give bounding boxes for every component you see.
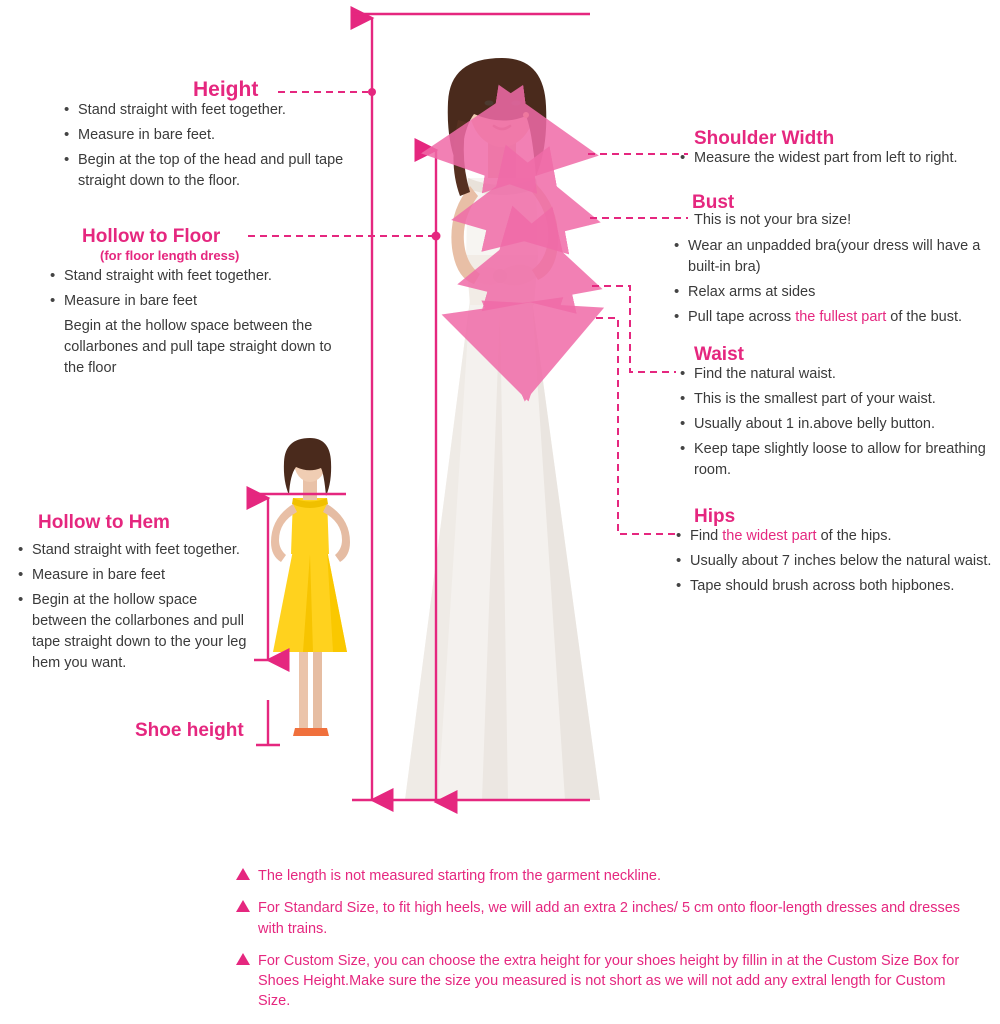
bust-rich-highlight: the fullest part [795, 309, 887, 326]
list-item: • Usually about 1 in.above belly button. [678, 414, 998, 435]
list-item: • Keep tape slightly loose to allow for breathing room. [678, 439, 998, 481]
list-item: • Stand straight with feet together. [48, 266, 348, 287]
list-item-rich [674, 526, 994, 547]
waist-list [678, 364, 998, 485]
footer-note-text: For Standard Size, to fit high heels, we will add an extra 2 inches/ 5 cm onto floor-length dresses and dresses with trains. [258, 900, 961, 937]
hollow-to-floor-subnote: (for floor length dress) [100, 248, 240, 263]
warning-triangle-icon [236, 868, 250, 880]
list-item: • Wear an unpadded bra(your dress will have a built-in bra) [672, 236, 992, 278]
footer-note-text: The length is not measured starting from the garment neckline. [258, 868, 661, 884]
footer-note [236, 898, 976, 939]
hips-heading: Hips [694, 506, 736, 527]
hollow-to-floor-list [48, 266, 348, 383]
list-item: • Stand straight with feet together. [16, 540, 256, 561]
list-item: • Find the natural waist. [678, 364, 998, 385]
list-item: Begin at the hollow space between the collarbones and pull tape straight down to the floor [64, 318, 332, 377]
hollow-to-hem-list [16, 540, 256, 678]
list-item: • Stand straight with feet together. [62, 100, 362, 121]
footer-notes [236, 866, 976, 1012]
hollow-to-hem-heading: Hollow to Hem [38, 512, 170, 533]
footer-note [236, 866, 976, 886]
waist-heading: Waist [694, 344, 744, 365]
footer-note [236, 951, 976, 1012]
warning-triangle-icon [236, 900, 250, 912]
bust-lead [678, 210, 998, 231]
hips-rich-prefix: Find [690, 528, 723, 544]
hips-rich-highlight: the widest part [722, 528, 817, 544]
list-item: • Usually about 7 inches below the natural waist. [674, 551, 994, 572]
height-heading: Height [193, 78, 259, 101]
hips-rich-suffix: of the hips. [816, 528, 892, 544]
bust-rich-suffix: of the bust. [886, 309, 963, 326]
list-item: • Begin at the hollow space between the collarbones and pull tape straight down to the your leg hem you want. [16, 590, 256, 674]
hollow-to-floor-heading: Hollow to Floor [82, 226, 221, 247]
list-item: • Measure in bare feet. [62, 125, 362, 146]
height-list [62, 100, 362, 196]
bust-lead-text: This is not your bra size! [694, 212, 852, 228]
shoulder-width-heading: Shoulder Width [694, 128, 835, 149]
list-item: • This is the smallest part of your waist. [678, 389, 998, 410]
list-item: • Measure in bare feet [48, 291, 348, 312]
bust-list [672, 236, 992, 332]
hips-list [674, 526, 994, 601]
warning-triangle-icon [236, 953, 250, 965]
shoe-height-heading: Shoe height [135, 720, 244, 741]
shoulder-width-list [678, 148, 998, 173]
footer-note-text: For Custom Size, you can choose the extra height for your shoes height by fillin in at the Custom Size Box for Shoes Height.Make sure the size you measured is not short as we will not add any extral length for Custom Size. [258, 952, 960, 1010]
list-item: • Relax arms at sides [672, 282, 992, 303]
list-item: • Measure in bare feet [16, 565, 256, 586]
bust-rich-prefix: Pull tape across [688, 309, 796, 326]
list-item: • Tape should brush across both hipbones. [674, 576, 994, 597]
bust-heading: Bust [692, 192, 735, 213]
list-item-rich [672, 307, 992, 328]
list-item: • Measure the widest part from left to right. [678, 148, 998, 169]
list-item: • Begin at the top of the head and pull tape straight down to the floor. [62, 150, 362, 192]
